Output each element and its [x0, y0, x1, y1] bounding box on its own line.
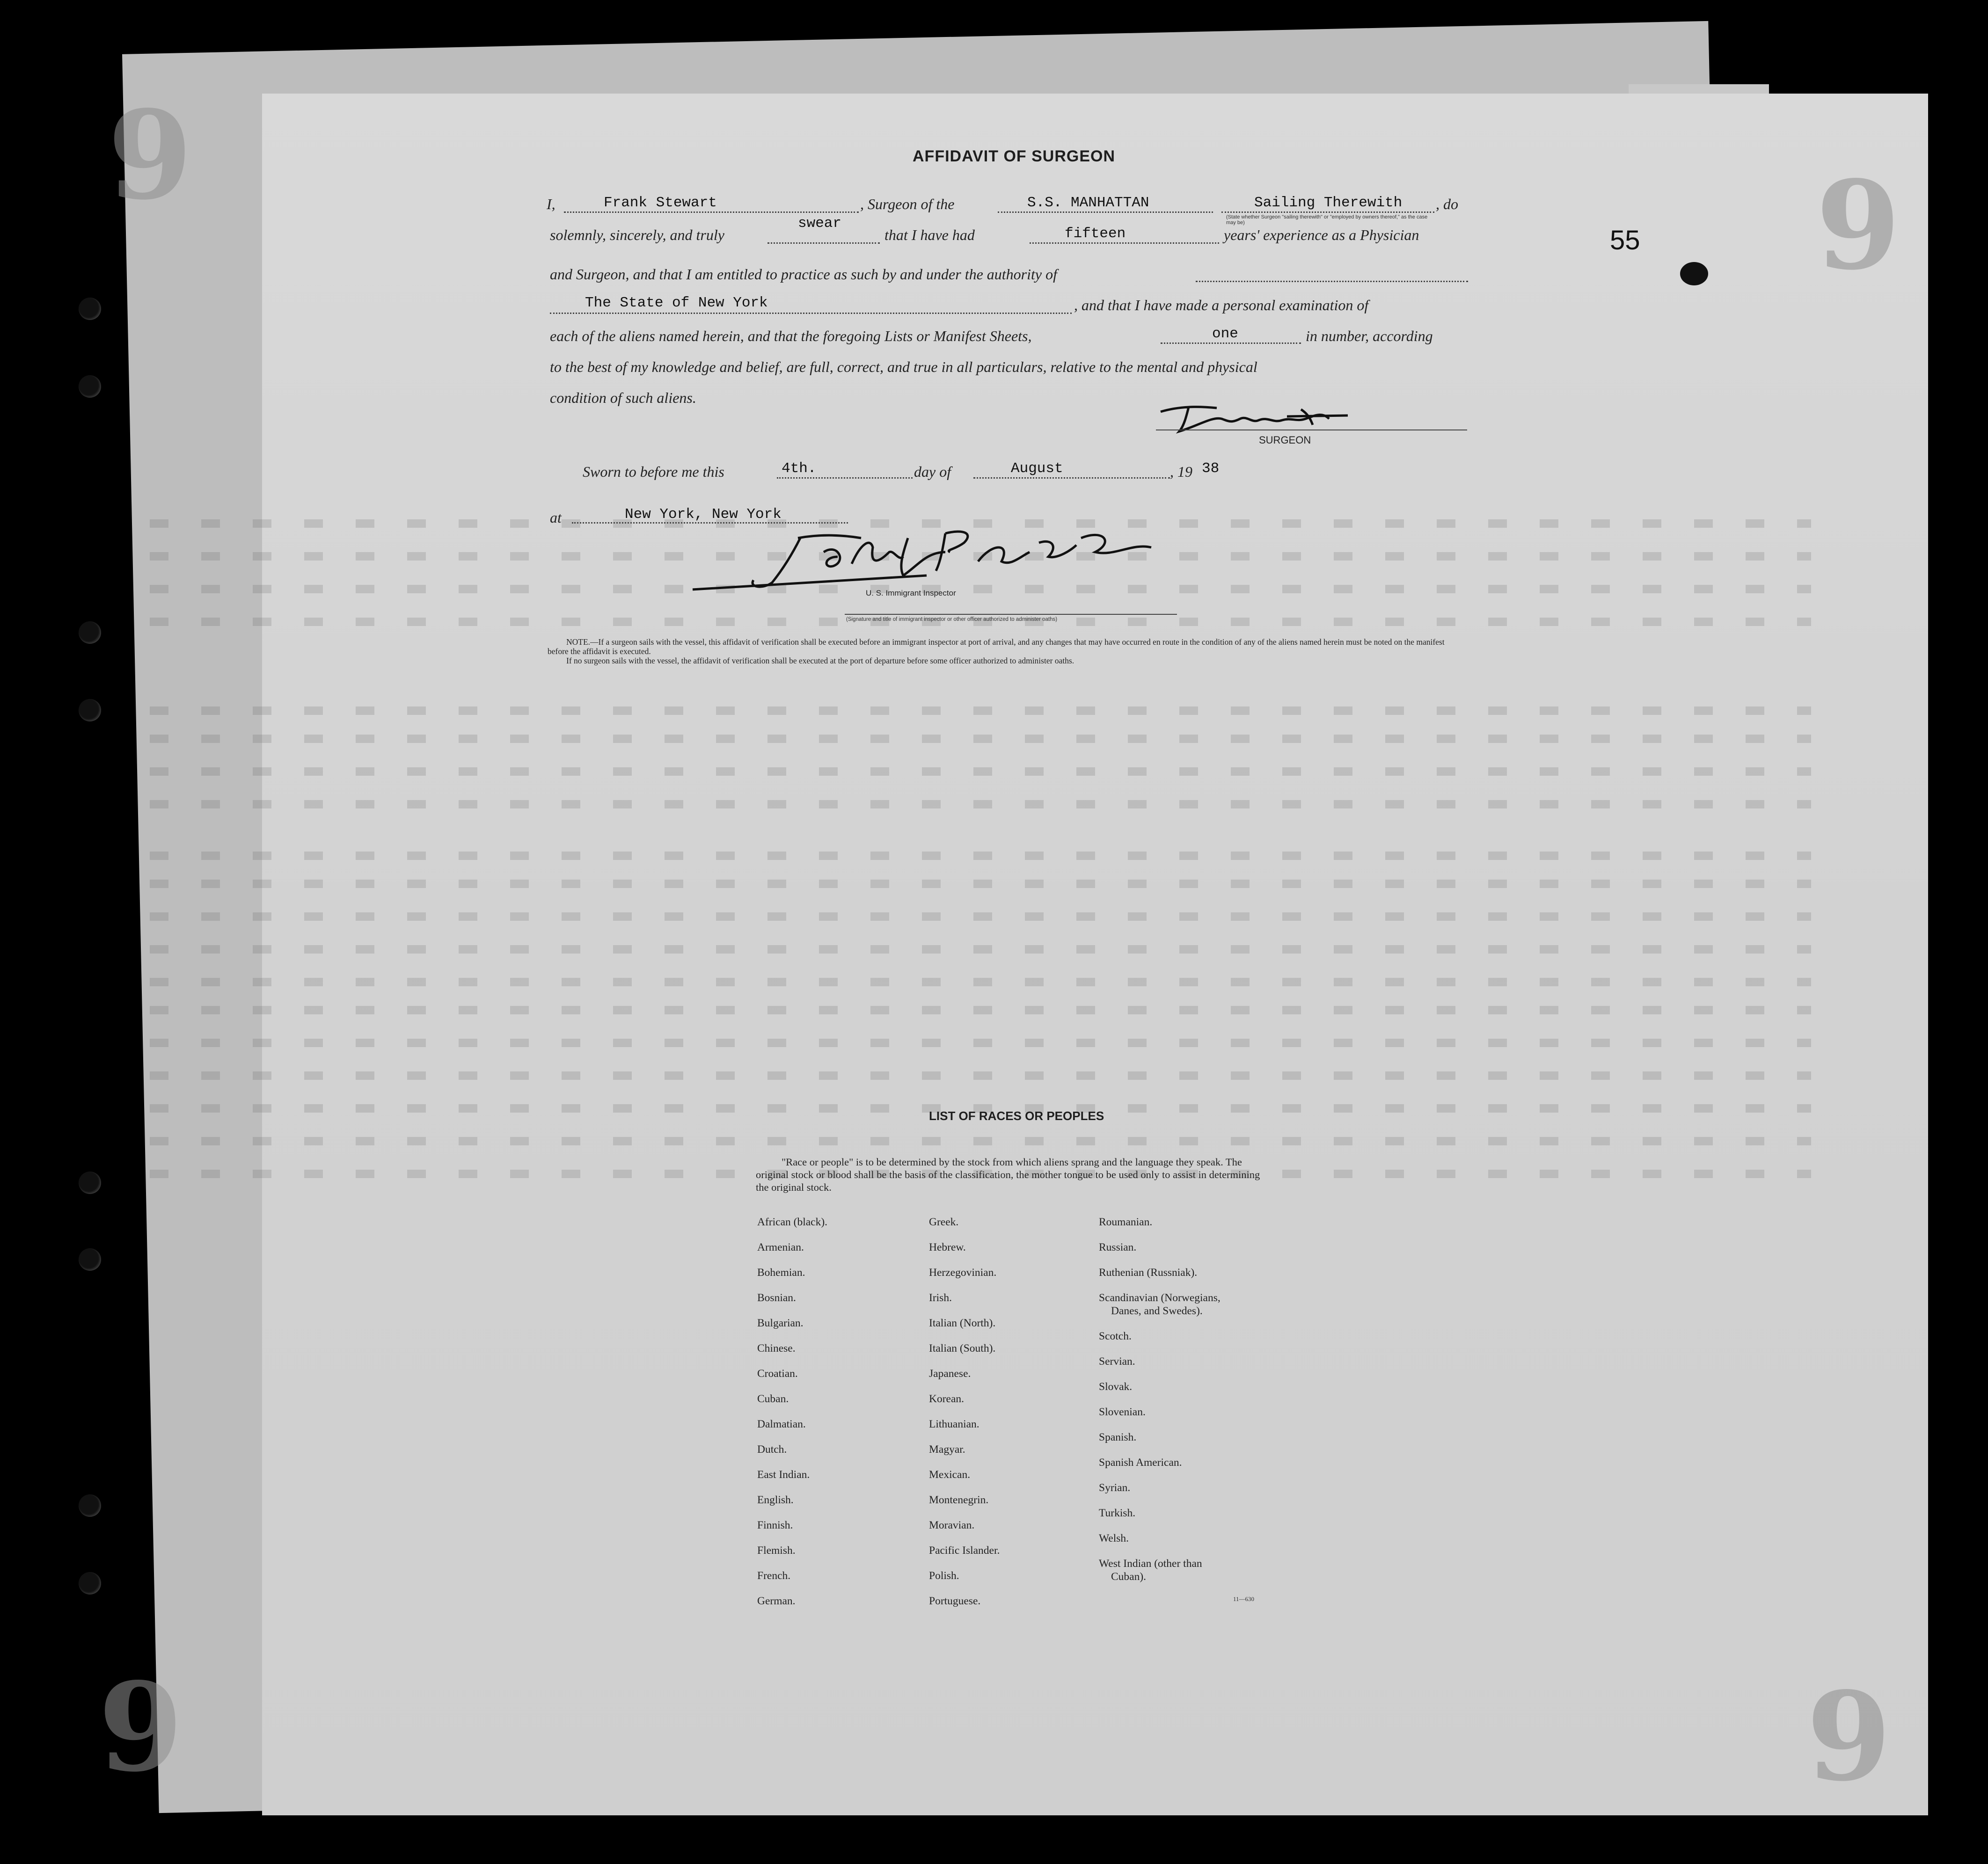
- sailing-status-line: [1221, 211, 1434, 213]
- race-item: German.: [757, 1595, 796, 1607]
- stamp-mark-top-right: 9: [1816, 154, 1900, 297]
- race-item: Spanish American.: [1099, 1456, 1182, 1469]
- ink-blot: [1680, 262, 1708, 285]
- race-item: Slovenian.: [1099, 1406, 1146, 1418]
- race-item: Chinese.: [757, 1342, 796, 1354]
- race-item: Magyar.: [929, 1443, 965, 1456]
- races-intro: "Race or people" is to be determined by the stock from which aliens sprang and the language they speak. The original stock or blood shall be the basis of the classification, the mother tongue to be used only to assist in determining the original stock.: [756, 1156, 1260, 1193]
- race-item: Mexican.: [929, 1469, 971, 1481]
- race-item: Cuban.: [757, 1393, 789, 1405]
- race-item: Scandinavian (Norwegians,: [1099, 1292, 1221, 1304]
- binder-hole: [79, 298, 101, 320]
- manifest-page: [262, 94, 1928, 1815]
- authority-field: The State of New York: [585, 295, 768, 311]
- race-item: Roumanian.: [1099, 1216, 1153, 1228]
- ship-name-field: S.S. MANHATTAN: [1027, 195, 1149, 211]
- sailing-status-field: Sailing Therewith: [1254, 195, 1403, 211]
- surgeon-name-line: [564, 211, 859, 213]
- affidavit-text: , and that I have made a personal examination of: [1074, 297, 1369, 313]
- sworn-month-line: [973, 477, 1170, 479]
- inspector-title: U. S. Immigrant Inspector: [866, 589, 956, 597]
- affidavit-text: condition of such aliens.: [550, 389, 696, 406]
- race-item: Moravian.: [929, 1519, 975, 1531]
- ship-name-line: [998, 211, 1213, 213]
- race-item: Slovak.: [1099, 1381, 1133, 1393]
- sworn-day-line: [777, 477, 913, 479]
- race-item: Pacific Islander.: [929, 1544, 1000, 1557]
- affidavit-text: that I have had: [884, 226, 975, 243]
- affidavit-note: [548, 637, 1465, 665]
- race-item: Syrian.: [1099, 1482, 1131, 1494]
- race-item: Bosnian.: [757, 1292, 796, 1304]
- sworn-day-field: 4th.: [782, 460, 817, 477]
- race-item: Hebrew.: [929, 1241, 966, 1253]
- race-item: Armenian.: [757, 1241, 804, 1253]
- affidavit-text: , 19: [1170, 463, 1192, 480]
- race-item: Italian (North).: [929, 1317, 996, 1329]
- race-item: Polish.: [929, 1570, 959, 1582]
- race-item: Cuban).: [1111, 1571, 1147, 1583]
- race-item: Bohemian.: [757, 1267, 805, 1279]
- race-item: Danes, and Swedes).: [1111, 1305, 1203, 1317]
- stamp-mark-bottom-left: 9: [98, 1656, 183, 1799]
- race-item: French.: [757, 1570, 791, 1582]
- race-item: Korean.: [929, 1393, 965, 1405]
- race-item: West Indian (other than: [1099, 1558, 1202, 1570]
- race-item: African (black).: [757, 1216, 828, 1228]
- affidavit-text: Sworn to before me this: [583, 463, 724, 480]
- note-paragraph-2: If no surgeon sails with the vessel, the affidavit of verification shall be executed at the port of departure before some officer authorized to administer oaths.: [566, 656, 1074, 665]
- race-item: Dalmatian.: [757, 1418, 806, 1430]
- oath-line: [767, 242, 880, 244]
- race-item: Herzegovinian.: [929, 1267, 997, 1279]
- sheet-count-line: [1161, 342, 1301, 344]
- race-item: Bulgarian.: [757, 1317, 804, 1329]
- race-item: Irish.: [929, 1292, 952, 1304]
- races-column-1: [757, 1216, 827, 1620]
- affidavit-text: to the best of my knowledge and belief, are full, correct, and true in all particulars, relative to the mental and physical: [550, 358, 1257, 375]
- affidavit-text: , do: [1436, 196, 1458, 212]
- race-item: Montenegrin.: [929, 1494, 989, 1506]
- place-field: New York, New York: [625, 506, 782, 523]
- affidavit-title: AFFIDAVIT OF SURGEON: [913, 147, 1116, 165]
- inspector-signature: [683, 524, 1207, 594]
- race-item: Italian (South).: [929, 1342, 996, 1354]
- note-paragraph-1: NOTE.—If a surgeon sails with the vessel, this affidavit of verification shall be executed before an immigrant inspector at port of arrival, and any changes that may have occurred en route in the condition of any of the aliens named herein must be noted on the manifest before the affidavit is executed.: [548, 637, 1445, 656]
- race-item: Flemish.: [757, 1544, 796, 1557]
- inspector-signature-line: [845, 614, 1177, 615]
- races-column-2: [929, 1216, 1000, 1620]
- affidavit-text: in number, according: [1306, 328, 1433, 344]
- affidavit-text: each of the aliens named herein, and that the foregoing Lists or Manifest Sheets,: [550, 328, 1032, 344]
- binder-hole: [79, 1572, 101, 1595]
- binder-hole: [79, 1172, 101, 1194]
- authority-line-2: [550, 313, 1072, 314]
- race-item: Portuguese.: [929, 1595, 981, 1607]
- form-number: 11—630: [1233, 1595, 1255, 1602]
- sworn-month-field: August: [1011, 460, 1063, 477]
- authority-line-1: [1196, 281, 1468, 282]
- oath-field: swear: [798, 215, 842, 232]
- stamp-mark-bottom-right: 9: [1806, 1666, 1891, 1808]
- stamp-mark-top-left: 9: [108, 84, 192, 227]
- races-title: LIST OF RACES OR PEOPLES: [929, 1109, 1104, 1123]
- surgeon-label: SURGEON: [1259, 434, 1311, 446]
- binder-hole: [79, 375, 101, 398]
- race-item: Lithuanian.: [929, 1418, 979, 1430]
- race-item: Finnish.: [757, 1519, 793, 1531]
- race-item: Welsh.: [1099, 1532, 1129, 1544]
- binder-hole: [79, 1248, 101, 1271]
- inspector-note: (Signature and title of immigrant inspector or other officer authorized to administer oaths): [846, 617, 1058, 622]
- sworn-year-field: 38: [1202, 460, 1220, 477]
- years-line: [1030, 242, 1219, 244]
- race-item: Dutch.: [757, 1443, 787, 1456]
- race-item: Croatian.: [757, 1368, 798, 1380]
- race-item: Russian.: [1099, 1241, 1137, 1253]
- affidavit-text: solemnly, sincerely, and truly: [550, 226, 724, 243]
- surgeon-name-field: Frank Stewart: [604, 195, 717, 211]
- race-item: Scotch.: [1099, 1330, 1132, 1342]
- race-item: Spanish.: [1099, 1431, 1137, 1443]
- binder-hole: [79, 621, 101, 644]
- binder-hole: [79, 699, 101, 721]
- years-field: fifteen: [1065, 226, 1126, 242]
- affidavit-text: and Surgeon, and that I am entitled to practice as such by and under the authority of: [550, 266, 1057, 283]
- affidavit-text: , Surgeon of the: [860, 196, 955, 212]
- affidavit-text: I,: [547, 196, 555, 212]
- race-item: Greek.: [929, 1216, 959, 1228]
- race-item: Turkish.: [1099, 1507, 1136, 1519]
- binder-hole: [79, 1494, 101, 1517]
- page-number: 55: [1610, 225, 1640, 255]
- race-item: Ruthenian (Russniak).: [1099, 1267, 1198, 1279]
- affidavit-text: day of: [914, 463, 951, 480]
- race-item: Japanese.: [929, 1368, 971, 1380]
- race-item: Servian.: [1099, 1355, 1135, 1368]
- sailing-status-note: (State whether Surgeon "sailing therewith" or "employed by owners thereof," as the case may be): [1226, 214, 1428, 226]
- sheet-count-field: one: [1212, 326, 1238, 342]
- affidavit-text: years' experience as a Physician: [1224, 226, 1419, 243]
- affidavit-text: at: [550, 509, 562, 526]
- races-column-3: [1099, 1216, 1221, 1595]
- race-item: English.: [757, 1494, 794, 1506]
- race-item: East Indian.: [757, 1469, 810, 1481]
